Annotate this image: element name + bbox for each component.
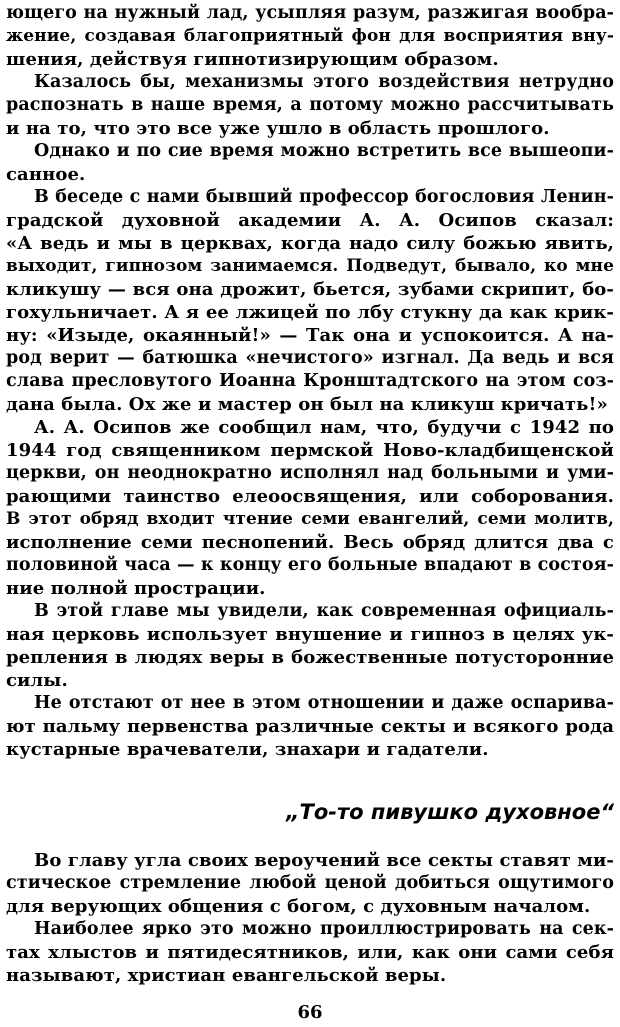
text-line: В беседе с нами бывший профессор богословия Ленин- (34, 187, 614, 207)
page-number: 66 (297, 1002, 323, 1023)
text-line: половиной часа — к концу его больные впадают в состоя- (6, 555, 614, 575)
text-line: рающими таинство елеоосвящения, или соборования. (6, 486, 614, 507)
text-line: распознать в наше время, а потому можно рассчитывать (6, 95, 614, 115)
text-line: тах хлыстов и пятидесятников, или, как они сами себя (6, 942, 614, 963)
text-line: ние полной прострации. (6, 578, 266, 599)
text-line: дана была. Ох же и мастер он был на кликуш кричать!» (6, 394, 608, 415)
text-line: В этой главе мы увидели, как современная официаль- (34, 601, 614, 621)
text-line: ют пальму первенства различные секты и всякого рода (6, 716, 614, 737)
text-line: ная церковь использует внушение и гипноз в целях ук- (6, 624, 614, 645)
text-line: кустарные врачеватели, знахари и гадатели. (6, 739, 489, 760)
section-heading: „То-то пивушко духовное“ (285, 800, 614, 824)
text-line: В этот обряд входит чтение семи евангелий, семи молитв, (6, 509, 614, 529)
text-line: силы. (6, 670, 68, 691)
text-line: ну: «Изыде, окаянный!» — Так она и успокоится. А на- (6, 325, 614, 346)
text-line: «А ведь и мы в церквах, когда надо силу божью явить, (6, 233, 614, 254)
text-line: стическое стремление любой ценой добиться ощутимого (6, 873, 614, 893)
text-line: называют, христиан евангельской веры. (6, 965, 447, 986)
text-line: Однако и по сие время можно встретить все вышеопи- (34, 141, 614, 161)
text-line: Казалось бы, механизмы этого воздействия нетрудно (34, 72, 614, 92)
text-line: 1944 год священником пермской Ново-кладбищенской (6, 440, 614, 461)
text-line: санное. (6, 164, 86, 185)
text-line: жение, создавая благоприятный фон для восприятия вну- (6, 26, 614, 46)
text-line: ющего на нужный лад, усыпляя разум, разжигая вообра- (6, 3, 614, 23)
text-line: и на то, что это все уже ушло в область прошлого. (6, 118, 550, 139)
text-line: Во главу угла своих вероучений все секты ставят ми- (34, 850, 614, 871)
text-line: исполнение семи песнопений. Весь обряд длится два с (6, 532, 614, 553)
text-line: гохульничает. А я ее лжицей по лбу стукну да как крик- (6, 302, 614, 323)
text-line: репления в людях веры в божественные потусторонние (6, 647, 614, 668)
text-line: выходит, гипнозом занимаемся. Подведут, бывало, ко мне (6, 256, 614, 276)
body-text-top (6, 2, 614, 761)
text-line: Наиболее ярко это можно проиллюстрировать на сек- (34, 919, 614, 939)
text-line: А. А. Осипов же сообщил нам, что, будучи с 1942 по (34, 417, 614, 438)
text-line: церкви, он неоднократно исполнял над больными и уми- (6, 463, 614, 483)
text-line: Не отстают от нее в этом отношении и даже оспарива- (34, 693, 614, 713)
text-line: род верит — батюшка «нечистого» изгнал. Да ведь и вся (6, 348, 614, 368)
text-line: для верующих общения с богом, с духовным началом. (6, 896, 591, 917)
body-text-bottom (6, 849, 614, 987)
text-line: кликушу — вся она дрожит, бьется, зубами скрипит, бо- (6, 279, 614, 300)
text-line: слава пресловутого Иоанна Кронштадтского на этом соз- (6, 371, 614, 391)
text-line: шения, действуя гипнотизирующим образом. (6, 49, 499, 70)
text-line: градской духовной академии А. А. Осипов сказал: (6, 210, 614, 231)
